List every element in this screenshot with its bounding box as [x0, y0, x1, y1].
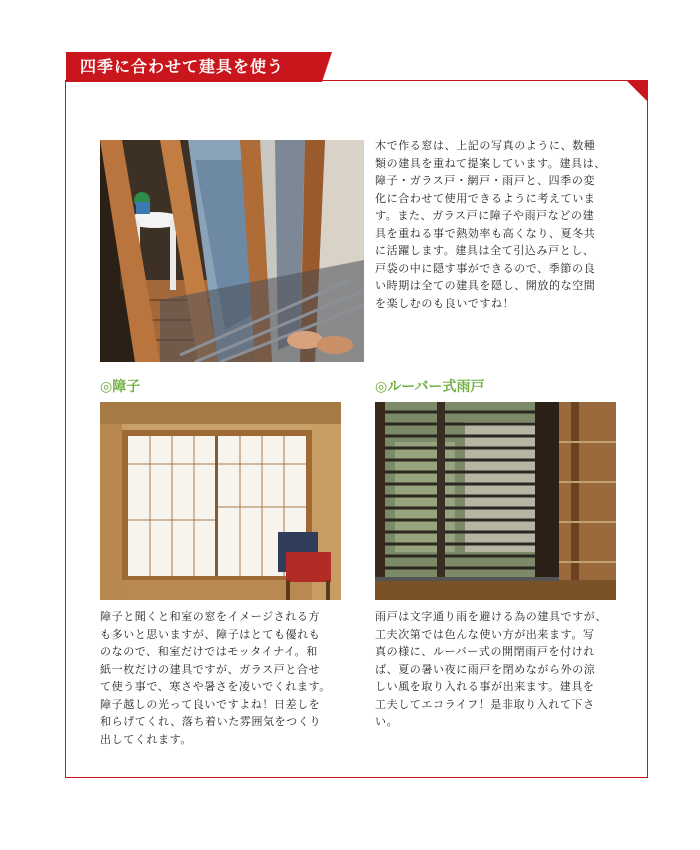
- shoji-heading: ◎障子: [100, 379, 141, 395]
- louver-line: ば、夏の暑い夜に雨戸を閉めながら外の涼: [375, 662, 596, 676]
- intro-line: 類の建具を重ねて提案しています。建具は、: [375, 156, 606, 170]
- shoji-line: 紙一枚だけの建具ですが、ガラス戸と合せ: [100, 662, 321, 676]
- title-tab-tail: [322, 52, 332, 82]
- shoji-line: も多いと思いますが、障子はとても優れも: [100, 627, 321, 641]
- shoji-photo: [100, 402, 341, 600]
- intro-line: 障子・ガラス戸・網戸・雨戸と、四季の変: [375, 174, 596, 187]
- intro-line: を楽しむのも良いですね！: [375, 296, 515, 310]
- shoji-line: 出してくれます。: [100, 732, 192, 746]
- layered-fittings-photo: [100, 140, 364, 362]
- louver-text: [375, 608, 620, 731]
- intro-text: [375, 137, 615, 312]
- louver-line: い。: [375, 715, 399, 728]
- shoji-line: のなので、和室だけではモッタイナイ。和: [100, 645, 318, 658]
- section-title: 四季に合わせて建具を使う: [66, 52, 322, 82]
- intro-line: 化に合わせて使用できるように考えていま: [375, 191, 596, 205]
- shoji-line: 障子と聞くと和室の窓をイメージされる方: [100, 610, 321, 623]
- louver-heading: ◎ルーバー式雨戸: [375, 379, 485, 395]
- intro-line: 戸袋の中に隠す事ができるので、季節の良: [375, 261, 596, 275]
- louver-line: 雨戸は文字通り雨を避ける為の建具ですが、: [375, 610, 607, 623]
- louver-line: 工夫してエコライフ！是非取り入れて下さ: [375, 697, 595, 711]
- shoji-line: 障子越しの光って良いですよね！日差しを: [100, 697, 321, 711]
- louver-line: しい風を取り入れる事が出来ます。建具を: [375, 680, 595, 693]
- corner-triangle: [626, 80, 648, 102]
- shoji-line: 和らげてくれ、落ち着いた雰囲気をつくり: [100, 715, 322, 728]
- intro-line: い時期は全ての建具を隠し、開放的な空間: [375, 279, 596, 292]
- intro-line: 具を重ねる事で熱効率も高くなり、夏冬共: [375, 226, 596, 240]
- shoji-line: て使う事で、寒さや暑さを凌いでくれます。: [100, 680, 331, 693]
- louver-line: 工夫次第では色んな使い方が出来ます。写: [375, 627, 595, 641]
- shoji-text: [100, 608, 345, 748]
- intro-line: す。また、ガラス戸に障子や雨戸などの建: [375, 209, 595, 222]
- louver-line: 真の様に、ルーバー式の開閉雨戸を付けれ: [375, 645, 595, 658]
- intro-line: に活躍します。建具は全て引込み戸とし、: [375, 244, 595, 257]
- intro-line: 木で作る窓は、上記の写真のように、数種: [375, 139, 596, 152]
- louver-shutter-photo: [375, 402, 616, 600]
